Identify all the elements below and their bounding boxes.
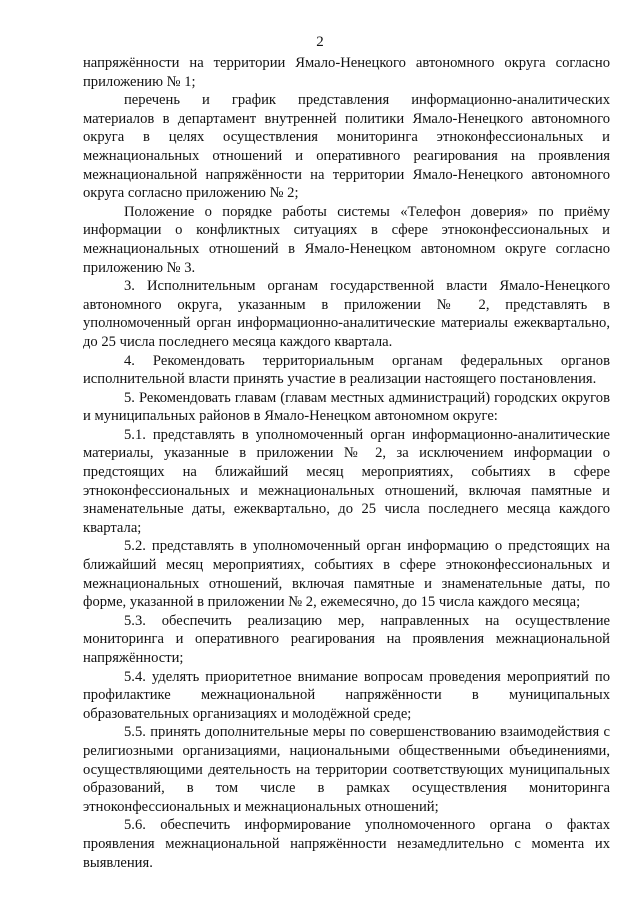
document-body [83,54,610,872]
paragraph-item-4: 4. Рекомендовать территориальным органам федеральных органов исполнительной власти принять участие в реализации настоящего постановления. [83,352,610,388]
paragraph-item-3: 3. Исполнительным органам государственной власти Ямало-Ненецкого автономного округа, указанным в приложении № 2, представлять в уполномоченный орган информационно-аналитические материалы ежеквартально, до 25 числа последнего месяца каждого квартала. [83,278,610,350]
page-number: 2 [316,34,324,50]
paragraph-item-5-6: 5.6. обеспечить информирование уполномоченного органа о фактах проявления межнациональной напряжённости незамедлительно с момента их выявления. [83,817,610,871]
paragraph-item-5-1: 5.1. представлять в уполномоченный орган информационно-аналитические материалы, указанные в приложении № 2, за исключением информации о предстоящих на ближайший месяц мероприятиях, событиях в сфере этноконфессиональных и межнациональных отношений, включая памятные и знаменательные даты, ежеквартально, до 25 числа последнего месяца каждого квартала; [83,426,610,536]
paragraph-item-5-2: 5.2. представлять в уполномоченный орган информацию о предстоящих на ближайший месяц мероприятиях, событиях в сфере этноконфессиональных и межнациональных отношений, включая памятные и знаменательные даты, по форме, указанной в приложении № 2, ежемесячно, до 15 числа каждого месяца; [83,538,610,611]
paragraph-appendix-3-regulation: Положение о порядке работы системы «Телефон доверия» по приёму информации о конфликтных ситуациях в сфере этноконфессиональных и межнациональных отношений в Ямало-Ненецком автономном округе согласно приложению № 3. [83,203,610,276]
paragraph-appendix-2-list: перечень и график представления информационно-аналитических материалов в департамент внутренней политики Ямало-Ненецкого автономного округа в целях осуществления мониторинга этноконфессиональных и межнациональных отношений и оперативного реагирования на проявления межнациональной напряжённости на территории Ямало-Ненецкого автономного округа согласно приложению № 2; [83,92,610,202]
paragraph-item-5-4: 5.4. уделять приоритетное внимание вопросам проведения мероприятий по профилактике межнациональной напряжённости в муниципальных образовательных организациях и молодёжной среде; [83,668,610,722]
paragraph-item-5-3: 5.3. обеспечить реализацию мер, направленных на осуществление мониторинга и оперативного реагирования на проявления межнациональной напряжённости; [83,612,610,666]
paragraph-item-5: 5. Рекомендовать главам (главам местных администраций) городских округов и муниципальных районов в Ямало-Ненецком автономном округе: [83,389,610,425]
paragraph-appendix-1-continuation: напряжённости на территории Ямало-Ненецкого автономного округа согласно приложению № 1; [83,55,610,90]
paragraph-item-5-5: 5.5. принять дополнительные меры по совершенствованию взаимодействия с религиозными организациями, национальными общественными объединениями, осуществляющими деятельность на территории соответствующих муниципальных образований, в том числе в рамках осуществления мониторинга этноконфессиональных и межнациональных отношений; [83,724,610,815]
